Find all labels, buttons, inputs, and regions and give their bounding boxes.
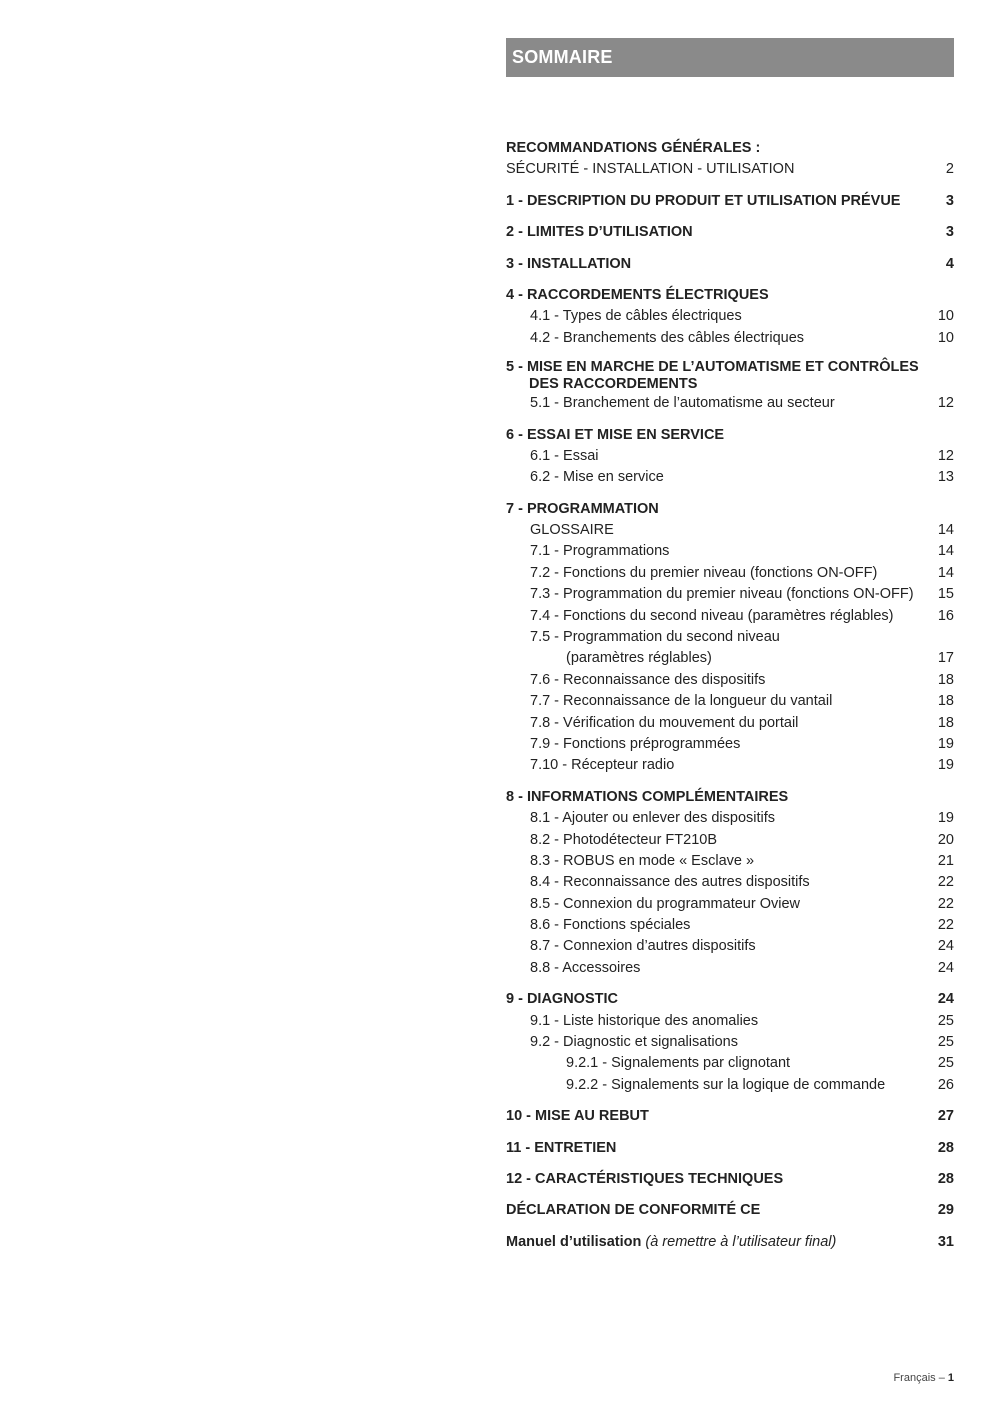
toc-entry[interactable] xyxy=(506,254,954,275)
toc-entry[interactable] xyxy=(506,1200,954,1221)
toc-entry-page: 22 xyxy=(937,917,954,934)
toc-entry-title: 12 - CARACTÉRISTIQUES TECHNIQUES xyxy=(506,1171,784,1187)
toc-entry[interactable] xyxy=(506,808,954,829)
toc-entry-title: 1 - DESCRIPTION DU PRODUIT ET UTILISATION PRÉVUE xyxy=(506,192,901,209)
toc-entry-title: 9.2 - Diagnostic et signalisations xyxy=(530,1034,738,1051)
toc-entry[interactable] xyxy=(506,393,954,414)
toc-entry-label xyxy=(506,159,924,180)
toc-entry-label xyxy=(506,936,924,957)
toc-entry-title: 5 - MISE EN MARCHE DE L’AUTOMATISME ET CONTRÔLES DES RACCORDEMENTS xyxy=(506,359,919,393)
toc-entry-title: 8.1 - Ajouter ou enlever des dispositifs xyxy=(530,810,776,827)
toc-entry-label xyxy=(506,851,924,872)
toc-entry-page: 18 xyxy=(937,693,954,710)
toc-entry[interactable] xyxy=(506,285,954,306)
toc-entry[interactable] xyxy=(506,541,954,562)
toc-entry-label xyxy=(506,138,924,159)
section-header-bar xyxy=(506,38,954,77)
toc-entry-page: 24 xyxy=(937,959,954,976)
toc-entry-label xyxy=(506,328,924,349)
toc-entry-label xyxy=(506,254,924,275)
toc-entry[interactable] xyxy=(506,1075,954,1096)
toc-entry-label xyxy=(506,1032,924,1053)
toc-entry-page: 14 xyxy=(937,522,954,539)
toc-entry-label xyxy=(506,1169,924,1190)
toc-entry[interactable] xyxy=(506,467,954,488)
toc-entry-title: 8.2 - Photodétecteur FT210B xyxy=(530,831,717,848)
toc-entry-title: 5.1 - Branchement de l’automatisme au secteur xyxy=(530,395,835,412)
toc-entry-page: 20 xyxy=(937,831,954,848)
toc-entry-label xyxy=(506,713,924,734)
table-of-contents xyxy=(506,138,954,1253)
toc-entry-page: 10 xyxy=(937,329,954,346)
toc-entry-title: 11 - ENTRETIEN xyxy=(506,1139,617,1156)
toc-entry-label xyxy=(506,734,924,755)
toc-entry-label xyxy=(506,989,924,1010)
toc-entry-title: 8.3 - ROBUS en mode « Esclave » xyxy=(530,852,755,869)
toc-entry-title: 7.5 - Programmation du second niveau xyxy=(530,629,780,646)
toc-entry-label xyxy=(506,1053,924,1074)
toc-entry[interactable] xyxy=(506,915,954,936)
toc-entry-page: 19 xyxy=(937,735,954,752)
toc-entry-title: 7.6 - Reconnaissance des dispositifs xyxy=(530,671,766,688)
toc-entry-title: SÉCURITÉ - INSTALLATION - UTILISATION xyxy=(506,161,795,178)
toc-entry-title: 2 - LIMITES D’UTILISATION xyxy=(506,224,693,241)
toc-entry-page: 14 xyxy=(937,543,954,560)
toc-entry-page: 19 xyxy=(937,810,954,827)
toc-entry-title: 7.1 - Programmations xyxy=(530,543,670,560)
toc-entry-label xyxy=(506,648,924,669)
toc-entry[interactable] xyxy=(506,1138,954,1159)
toc-entry-title: 9.2.2 - Signalements sur la logique de commande xyxy=(566,1076,886,1093)
toc-entry-title: 6.1 - Essai xyxy=(530,447,599,464)
toc-entry[interactable] xyxy=(506,691,954,712)
toc-entry[interactable] xyxy=(506,328,954,349)
toc-entry-label xyxy=(506,563,924,584)
toc-entry[interactable] xyxy=(506,1053,954,1074)
toc-entry-title: Manuel d’utilisation xyxy=(506,1233,642,1250)
toc-entry[interactable] xyxy=(506,958,954,979)
toc-entry-page: 15 xyxy=(937,586,954,603)
toc-entry-title: 7 - PROGRAMMATION xyxy=(506,500,659,517)
toc-entry[interactable] xyxy=(506,159,954,180)
toc-entry[interactable] xyxy=(506,648,954,669)
toc-entry-title: 8.5 - Connexion du programmateur Oview xyxy=(530,895,800,912)
toc-entry[interactable] xyxy=(506,425,954,446)
toc-entry-note: (à remettre à l’utilisateur final) xyxy=(645,1233,837,1250)
toc-entry-label xyxy=(506,1075,924,1096)
toc-entry-label xyxy=(506,606,924,627)
toc-entry-page: 18 xyxy=(937,671,954,688)
toc-entry[interactable] xyxy=(506,1011,954,1032)
toc-entry-title: 7.2 - Fonctions du premier niveau (fonctions ON-OFF) xyxy=(530,564,878,581)
toc-entry[interactable] xyxy=(506,359,954,393)
toc-entry-label xyxy=(506,191,924,212)
toc-entry-label xyxy=(506,359,924,393)
toc-entry-label xyxy=(506,1106,924,1127)
toc-entry[interactable] xyxy=(506,894,954,915)
toc-entry-title: 7.3 - Programmation du premier niveau (fonctions ON-OFF) xyxy=(530,586,914,603)
toc-entry-title: 8.6 - Fonctions spéciales xyxy=(530,917,691,934)
toc-entry[interactable] xyxy=(506,191,954,212)
toc-entry-title: 4.1 - Types de câbles électriques xyxy=(530,308,742,325)
toc-entry[interactable] xyxy=(506,627,954,648)
toc-entry-page: 22 xyxy=(937,874,954,891)
toc-entry[interactable] xyxy=(506,713,954,734)
toc-entry-label xyxy=(506,830,924,851)
toc-entry-page: 28 xyxy=(937,1171,954,1187)
toc-entry-title: 7.8 - Vérification du mouvement du portail xyxy=(530,714,799,731)
toc-entry-page: 3 xyxy=(945,224,954,241)
toc-entry-label xyxy=(506,691,924,712)
toc-entry-label xyxy=(506,958,924,979)
toc-entry-title: 7.9 - Fonctions préprogrammées xyxy=(530,735,741,752)
toc-entry-title: GLOSSAIRE xyxy=(530,522,614,539)
toc-entry[interactable] xyxy=(506,499,954,520)
toc-entry-title: 7.10 - Récepteur radio xyxy=(530,757,675,774)
toc-entry-label xyxy=(506,584,924,605)
toc-entry-page: 28 xyxy=(937,1139,954,1156)
toc-entry-title: 7.7 - Reconnaissance de la longueur du vantail xyxy=(530,693,833,710)
toc-entry-page: 19 xyxy=(937,757,954,774)
toc-entry[interactable] xyxy=(506,1032,954,1053)
toc-entry[interactable] xyxy=(506,872,954,893)
toc-entry-title: DÉCLARATION DE CONFORMITÉ CE xyxy=(506,1202,761,1219)
toc-entry-page: 14 xyxy=(937,564,954,581)
toc-entry-page: 12 xyxy=(937,395,954,412)
toc-entry-page: 4 xyxy=(945,255,954,272)
toc-entry-title: 8.8 - Accessoires xyxy=(530,959,641,976)
toc-entry-page: 12 xyxy=(937,447,954,464)
toc-entry-label xyxy=(506,1200,924,1221)
toc-entry-label xyxy=(506,915,924,936)
toc-entry-page: 21 xyxy=(937,852,954,869)
toc-entry-title: RECOMMANDATIONS GÉNÉRALES : xyxy=(506,139,761,156)
toc-entry-label xyxy=(506,1232,924,1253)
toc-entry-label xyxy=(506,467,924,488)
toc-entry-title: 7.4 - Fonctions du second niveau (paramètres réglables) xyxy=(530,607,894,624)
toc-entry[interactable] xyxy=(506,755,954,776)
toc-entry-title: 8 - INFORMATIONS COMPLÉMENTAIRES xyxy=(506,788,789,805)
toc-entry[interactable] xyxy=(506,1169,954,1190)
toc-entry-title: 10 - MISE AU REBUT xyxy=(506,1108,649,1125)
toc-entry-page: 24 xyxy=(937,991,954,1008)
toc-entry-label xyxy=(506,446,924,467)
toc-entry-page: 24 xyxy=(937,938,954,955)
toc-entry[interactable] xyxy=(506,222,954,243)
toc-entry-label xyxy=(506,755,924,776)
toc-entry-label xyxy=(506,222,924,243)
toc-entry-label xyxy=(506,894,924,915)
footer-language: Français – xyxy=(893,1372,945,1384)
toc-entry[interactable] xyxy=(506,851,954,872)
toc-entry[interactable] xyxy=(506,138,954,159)
toc-entry-label xyxy=(506,425,924,446)
toc-entry[interactable] xyxy=(506,520,954,541)
toc-entry-label xyxy=(506,627,924,648)
toc-entry-title: (paramètres réglables) xyxy=(566,650,712,667)
toc-entry-label xyxy=(506,1011,924,1032)
toc-entry-label xyxy=(506,670,924,691)
toc-entry[interactable] xyxy=(506,989,954,1010)
toc-entry-title: 6.2 - Mise en service xyxy=(530,469,664,486)
toc-entry-label xyxy=(506,520,924,541)
toc-entry-label xyxy=(506,872,924,893)
toc-entry-title: 4 - RACCORDEMENTS ÉLECTRIQUES xyxy=(506,286,769,303)
page-footer xyxy=(893,1372,954,1384)
toc-entry[interactable] xyxy=(506,1232,954,1253)
toc-entry-page: 16 xyxy=(937,607,954,624)
toc-entry-page: 26 xyxy=(937,1076,954,1093)
toc-entry-page: 25 xyxy=(937,1034,954,1051)
toc-entry-page: 31 xyxy=(937,1233,954,1250)
toc-entry-label xyxy=(506,393,924,414)
toc-entry[interactable] xyxy=(506,606,954,627)
toc-entry[interactable] xyxy=(506,830,954,851)
toc-entry[interactable] xyxy=(506,1106,954,1127)
toc-entry[interactable] xyxy=(506,306,954,327)
toc-entry[interactable] xyxy=(506,563,954,584)
toc-entry-page: 18 xyxy=(937,714,954,731)
toc-entry-title: 4.2 - Branchements des câbles électriques xyxy=(530,329,805,346)
toc-entry-label xyxy=(506,306,924,327)
footer-page-number: 1 xyxy=(947,1372,954,1384)
toc-entry[interactable] xyxy=(506,937,954,958)
toc-entry[interactable] xyxy=(506,787,954,808)
toc-entry-page: 3 xyxy=(945,192,954,209)
toc-entry-page: 25 xyxy=(937,1012,954,1029)
toc-entry-page: 22 xyxy=(937,895,954,912)
toc-entry-title: 3 - INSTALLATION xyxy=(506,255,632,272)
toc-entry-label xyxy=(506,787,924,808)
toc-entry-page: 10 xyxy=(937,308,954,325)
toc-entry[interactable] xyxy=(506,670,954,691)
toc-entry-label xyxy=(506,499,924,520)
toc-entry-title: 8.4 - Reconnaissance des autres dispositifs xyxy=(530,874,810,891)
page-title: SOMMAIRE xyxy=(512,47,613,67)
toc-entry[interactable] xyxy=(506,584,954,605)
toc-entry-label xyxy=(506,541,924,562)
toc-entry-label xyxy=(506,1138,924,1159)
toc-entry[interactable] xyxy=(506,734,954,755)
toc-entry-title: 8.7 - Connexion d’autres dispositifs xyxy=(530,938,756,955)
toc-entry-title: 9.1 - Liste historique des anomalies xyxy=(530,1012,759,1029)
toc-entry-page: 25 xyxy=(937,1055,954,1072)
toc-entry-label xyxy=(506,285,924,306)
toc-entry-label xyxy=(506,808,924,829)
toc-entry[interactable] xyxy=(506,446,954,467)
toc-entry-page: 27 xyxy=(937,1108,954,1125)
toc-entry-page: 29 xyxy=(937,1202,954,1219)
toc-entry-page: 2 xyxy=(945,161,954,178)
toc-entry-title: 6 - ESSAI ET MISE EN SERVICE xyxy=(506,426,725,443)
toc-entry-title: 9.2.1 - Signalements par clignotant xyxy=(566,1055,791,1072)
toc-entry-page: 13 xyxy=(937,469,954,486)
toc-entry-title: 9 - DIAGNOSTIC xyxy=(506,991,618,1008)
toc-entry-page: 17 xyxy=(937,650,954,667)
